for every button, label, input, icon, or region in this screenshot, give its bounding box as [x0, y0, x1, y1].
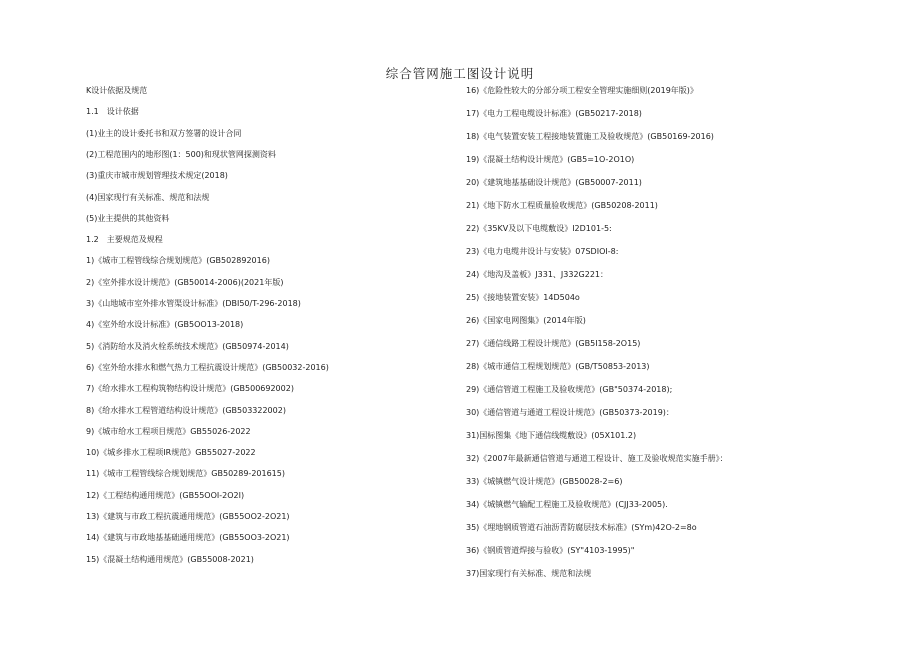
text-line: K设计依据及规范 [86, 86, 148, 95]
text-line: 32)《2007年最新通信管道与通道工程设计、施工及验收规范实施手册》： [466, 454, 728, 463]
text-line: 14)《建筑与市政地基基础通用规范》(GB55OO3-2O21) [86, 533, 290, 543]
text-line: 18)《电气装置安装工程接地装置施工及验收规范》(GB50169-2016) [466, 132, 714, 141]
text-line: 15)《混凝土结构通用规范》(GB55008-2021) [86, 554, 254, 564]
text-line: 6)《室外给水排水和燃气热力工程抗震设计规范》(GB50032-2016) [86, 362, 329, 372]
text-line: 23)《电力电缆井设计与安装》07SDIOI-8: [466, 247, 619, 256]
text-line: 36)《钢质管道焊接与验收》(SY"4103-1995)" [466, 546, 635, 555]
text-line: 2)《室外排水设计规范》(GB50014-2006)(2021年版) [86, 277, 284, 287]
text-line: 20)《建筑地基基础设计规范》(GB50007-2011) [466, 178, 642, 187]
text-line: 27)《通信线路工程设计规范》(GB5I158-2O15) [466, 339, 641, 348]
text-line: 35)《埋地钢质管道石油沥青防腐层技术标准》(SYm)42O-2=8o [466, 523, 697, 532]
text-line: 24)《地沟及盖板》J331、J332G221： [466, 270, 609, 279]
document-title: 综合管网施工图设计说明 [385, 66, 535, 81]
text-line: 37)国家现行有关标准、规范和法规 [466, 569, 592, 578]
text-line: 22)《35KV及以下电缆敷设》I2D101-5: [466, 224, 612, 233]
text-line: 8)《给水排水工程管道结构设计规范》(GB503322002) [86, 405, 286, 415]
text-line: 33)《城镇燃气设计规范》(GB50028-2=6) [466, 477, 623, 486]
text-line: 26)《国家电网图集》(2014年版) [466, 316, 586, 325]
text-line: (1)业主的设计委托书和双方签署的设计合同 [86, 128, 242, 138]
text-line: (3)重庆市城市规划管理技术规定(2018) [86, 171, 228, 181]
text-line: 3)《山地城市室外排水管渠设计标准》(DBI50/T-296-2018) [86, 299, 301, 308]
text-line: 34)《城镇燃气输配工程施工及验收规范》(CJJ33-2005). [466, 500, 668, 509]
text-line: 1.2 主要规范及规程 [86, 235, 163, 245]
text-line: (2)工程范围内的地形图(1：500)和现状管网探测资料 [86, 149, 276, 159]
text-line: 11)《城市工程管线综合规划规范》GB50289-201615) [86, 469, 285, 479]
text-line: 16)《危险性较大的分部分项工程安全管理实施细则(2019年版)》 [466, 86, 698, 95]
text-line: 7)《给水排水工程构筑物结构设计规范》(GB500692002) [86, 384, 294, 394]
text-line: 10)《城乡排水工程项IR规范》GB55027-2022 [86, 448, 256, 458]
text-line: (5)业主提供的其他资料 [86, 213, 170, 223]
text-line: 5)《消防给水及消火栓系统技术规范》(GB50974-2014) [86, 341, 289, 351]
text-line: 28)《城市通信工程规划规范》(GB/T50853-2013) [466, 362, 650, 371]
text-line: 25)《接地装置安装》14D504o [466, 293, 580, 302]
text-line: 4)《室外给水设计标准》(GB5OO13-2018) [86, 320, 244, 330]
text-line: 13)《建筑与市政工程抗震通用规范》(GB55OO2-2O21) [86, 512, 290, 521]
text-line: (4)国家现行有关标准、规范和法规 [86, 192, 210, 202]
text-line: 21)《地下防水工程质量验收规范》(GB50208-2011) [466, 201, 658, 210]
text-line: 19)《混凝土结构设计规范》(GB5=1O-2O1O) [466, 155, 635, 164]
text-line: 30)《通信管道与通道工程设计规范》(GB50373-2019)： [466, 408, 674, 417]
text-line: 1)《城市工程管线综合规划规范》(GB502892016) [86, 256, 270, 266]
text-line: 9)《城市给水工程项目规范》GB55026-2022 [86, 426, 251, 436]
text-line: 1.1 设计依据 [86, 107, 139, 117]
text-line: 17)《电力工程电缆设计标准》(GB50217-2018) [466, 109, 642, 118]
text-line: 31)国标图集《地下通信线缆敷设》(05X101.2) [466, 431, 637, 440]
text-line: 29)《通信管道工程施工及验收规范》(GB"50374-2018); [466, 385, 673, 394]
text-line: 12)《工程结构通用规范》(GB55OOI-2O2I) [86, 490, 245, 500]
